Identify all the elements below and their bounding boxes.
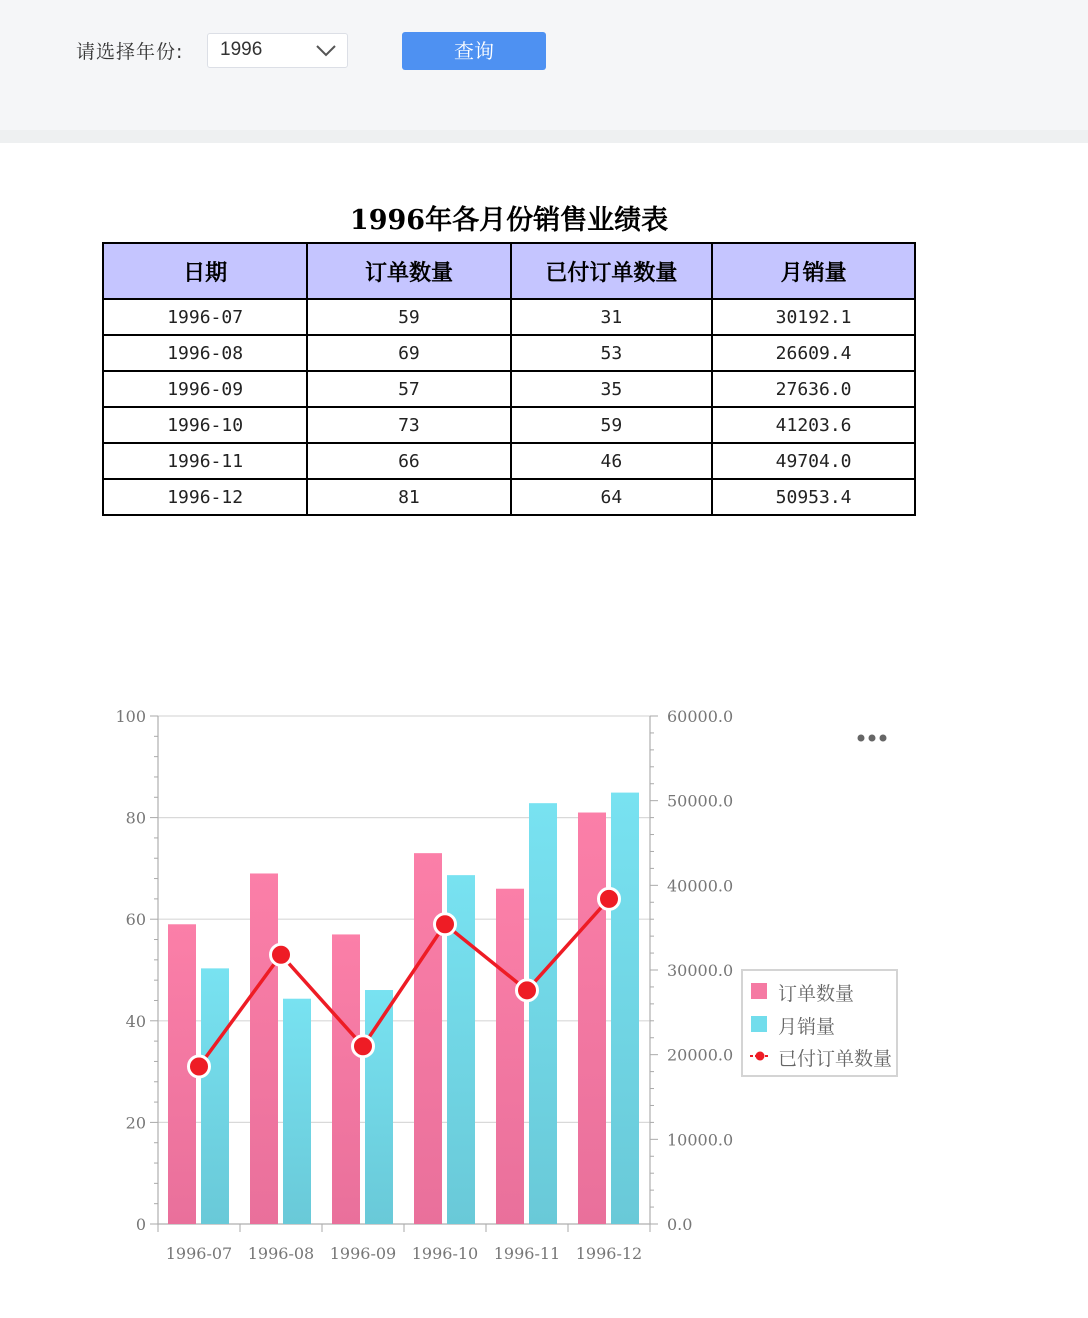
table-cell: 26609.4 [712, 335, 915, 371]
table-cell: 1996-07 [103, 299, 307, 335]
legend-item-sales[interactable] [751, 1012, 896, 1038]
column-header: 日期 [103, 243, 307, 299]
table-cell: 59 [511, 407, 712, 443]
legend-item-orders[interactable] [751, 979, 896, 1005]
x-axis-tick-label: 1996-09 [329, 1244, 397, 1263]
table-cell: 57 [307, 371, 510, 407]
legend-item-paid-orders[interactable] [751, 1044, 896, 1070]
chart-bars [168, 793, 639, 1224]
column-header: 已付订单数量 [511, 243, 712, 299]
table-cell: 49704.0 [712, 443, 915, 479]
x-axis-tick-label: 1996-11 [493, 1244, 561, 1263]
year-label: 请选择年份: [76, 41, 184, 63]
sales-table [102, 242, 916, 516]
bar-sales [529, 803, 557, 1224]
bar-orders [496, 889, 524, 1224]
x-axis-tick-label: 1996-12 [575, 1244, 643, 1263]
right-axis-tick-label: 60000.0 [667, 707, 734, 726]
right-axis-tick-label: 30000.0 [667, 961, 734, 980]
year-select[interactable] [207, 33, 348, 68]
table-cell: 1996-11 [103, 443, 307, 479]
table-row [103, 479, 915, 515]
left-axis-tick-label: 100 [115, 707, 146, 726]
table-row [103, 407, 915, 443]
bar-orders [332, 934, 360, 1224]
bar-sales [201, 968, 229, 1224]
report-title: 1996年各月份销售业绩表 [349, 205, 669, 236]
table-cell: 1996-09 [103, 371, 307, 407]
left-axis-tick-label: 80 [125, 808, 146, 828]
table-row [103, 335, 915, 371]
bar-orders [414, 853, 442, 1224]
table-cell: 73 [307, 407, 510, 443]
bar-sales [611, 793, 639, 1224]
point-paid-orders [599, 888, 620, 909]
right-axis-tick-label: 0.0 [667, 1215, 693, 1234]
point-paid-orders [517, 980, 538, 1001]
year-select-value: 1996 [220, 39, 263, 60]
legend-swatch [751, 983, 767, 999]
table-cell: 27636.0 [712, 371, 915, 407]
point-paid-orders [271, 944, 292, 965]
x-axis-tick-label: 1996-07 [165, 1244, 233, 1263]
filter-bar-divider [0, 130, 1088, 143]
chart-legend [741, 969, 898, 1077]
query-button[interactable]: 查询 [402, 32, 546, 70]
left-axis-tick-label: 60 [125, 910, 146, 930]
sales-combo-chart [0, 690, 1088, 1290]
table-cell: 64 [511, 479, 712, 515]
bar-orders [578, 813, 606, 1224]
table-cell: 35 [511, 371, 712, 407]
table-row [103, 371, 915, 407]
table-cell: 46 [511, 443, 712, 479]
table-cell: 69 [307, 335, 510, 371]
column-header: 订单数量 [307, 243, 510, 299]
table-cell: 66 [307, 443, 510, 479]
legend-label: 已付订单数量 [778, 1048, 893, 1070]
table-cell: 41203.6 [712, 407, 915, 443]
table-cell: 30192.1 [712, 299, 915, 335]
table-cell: 1996-12 [103, 479, 307, 515]
left-axis-tick-label: 40 [125, 1011, 146, 1031]
table-cell: 1996-08 [103, 335, 307, 371]
x-axis-tick-label: 1996-08 [247, 1244, 315, 1263]
point-paid-orders [189, 1056, 210, 1077]
chart-gridlines [158, 716, 650, 1224]
chevron-down-icon [315, 42, 337, 58]
table-cell: 53 [511, 335, 712, 371]
legend-label: 月销量 [778, 1016, 836, 1038]
table-cell: 50953.4 [712, 479, 915, 515]
right-axis-tick-label: 40000.0 [667, 876, 734, 896]
table-cell: 59 [307, 299, 510, 335]
table-cell: 1996-10 [103, 407, 307, 443]
table-row [103, 299, 915, 335]
right-axis-tick-label: 50000.0 [667, 791, 734, 811]
table-row [103, 443, 915, 479]
right-axis-tick-label: 20000.0 [667, 1045, 734, 1065]
bar-orders [250, 873, 278, 1224]
line-marker-icon [749, 1048, 771, 1064]
legend-label: 订单数量 [778, 983, 855, 1005]
legend-swatch [751, 1016, 767, 1032]
more-options-icon[interactable] [856, 732, 890, 744]
table-cell: 31 [511, 299, 712, 335]
point-paid-orders [353, 1036, 374, 1057]
right-axis-tick-label: 10000.0 [667, 1130, 734, 1150]
left-axis-tick-label: 0 [135, 1215, 146, 1234]
point-paid-orders [435, 914, 456, 935]
table-header-row [103, 243, 915, 299]
bar-sales [283, 999, 311, 1224]
column-header: 月销量 [712, 243, 915, 299]
x-axis-tick-label: 1996-10 [411, 1244, 479, 1263]
table-cell: 81 [307, 479, 510, 515]
left-axis-tick-label: 20 [125, 1113, 146, 1133]
